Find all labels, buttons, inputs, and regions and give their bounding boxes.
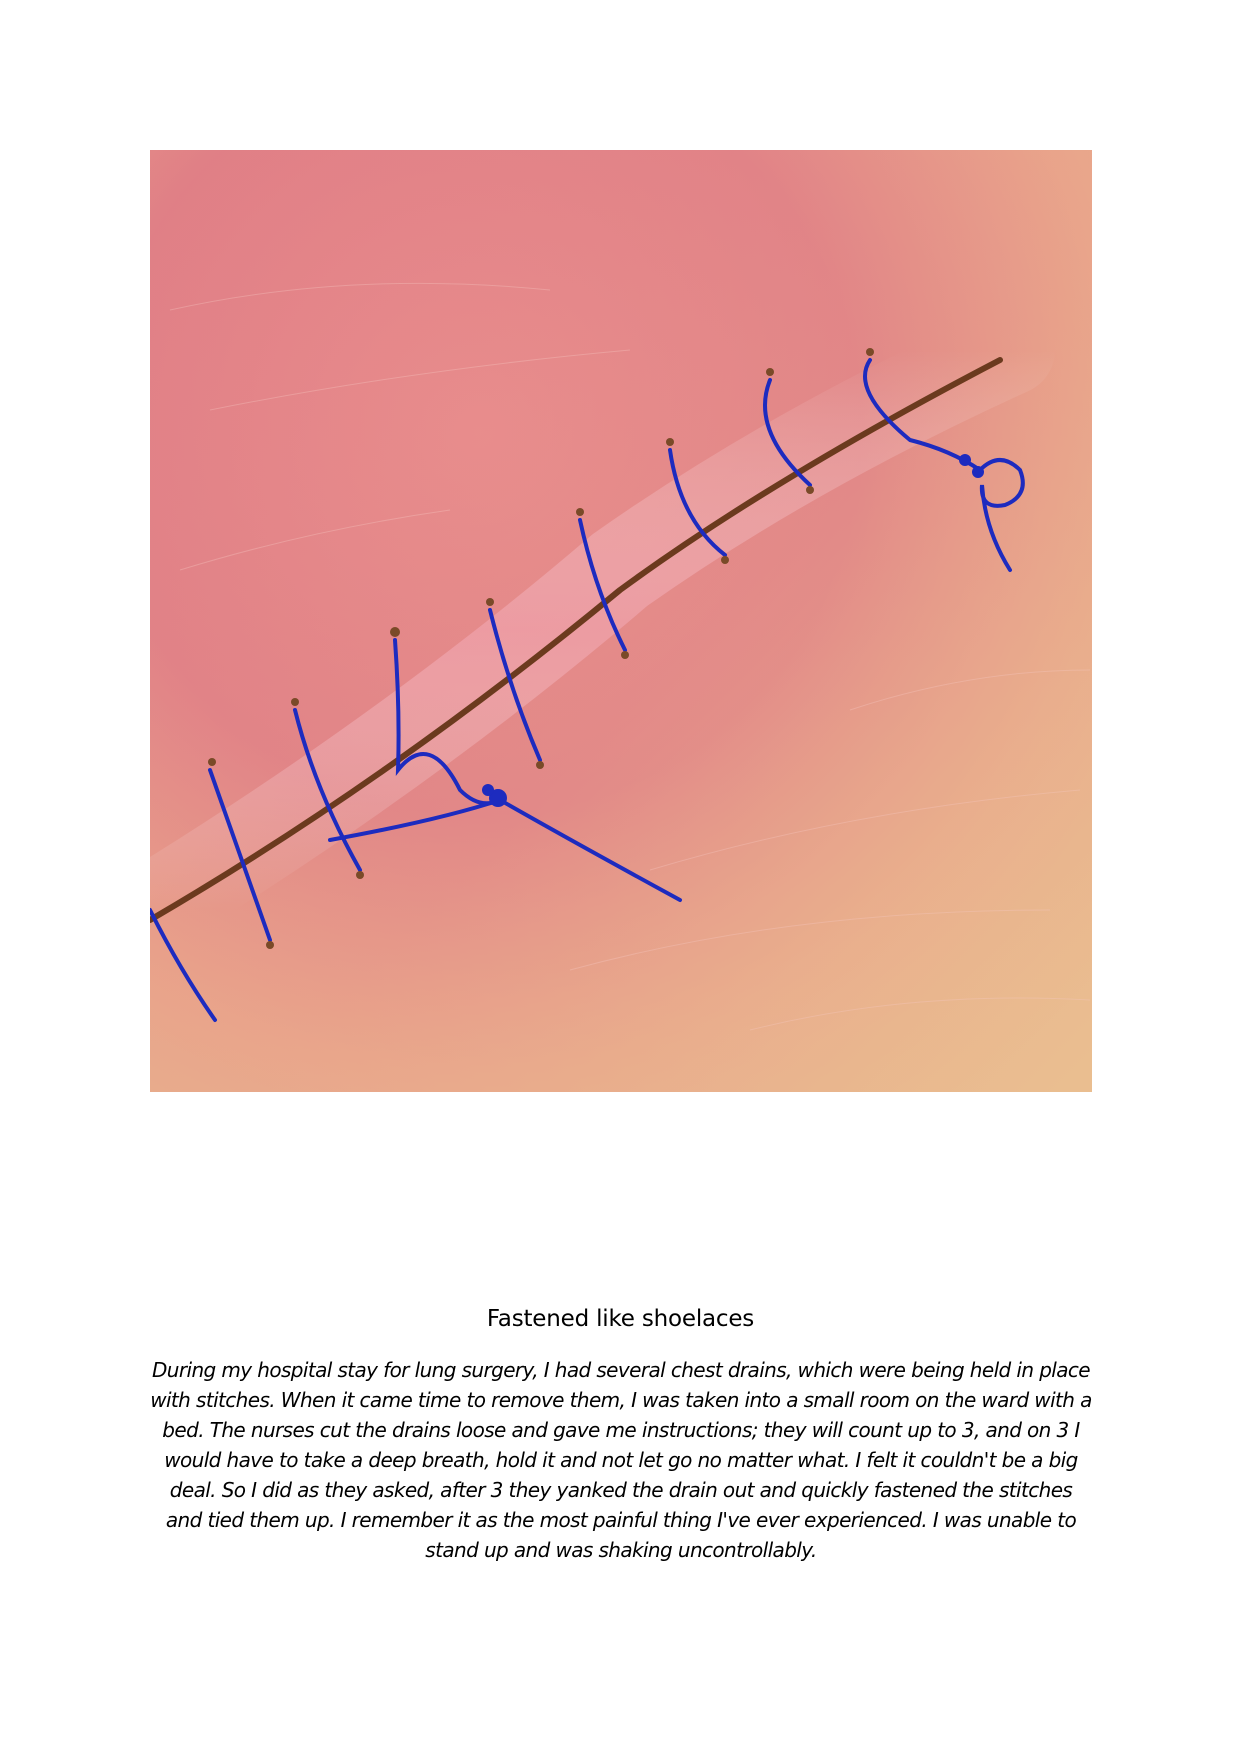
sutured-incision-photo <box>150 150 1092 1092</box>
caption-title: Fastened like shoelaces <box>486 1306 755 1332</box>
caption-body: During my hospital stay for lung surgery, I had several chest drains, which were being held in place with stitches. When it came time to remove them, I was taken into a small room on the ward with a bed. The nurses cut the drains loose and gave me instructions; they will count up to 3, and on 3 I would have to take a deep breath, hold it and not let go no matter what. I felt it couldn't be a big deal. So I did as they asked, after 3 they yanked the drain out and quickly fastened the stitches and tied them up. I remember it as the most painful thing I've ever experienced. I was unable to stand up and was shaking uncontrollably. <box>150 1358 1092 1562</box>
